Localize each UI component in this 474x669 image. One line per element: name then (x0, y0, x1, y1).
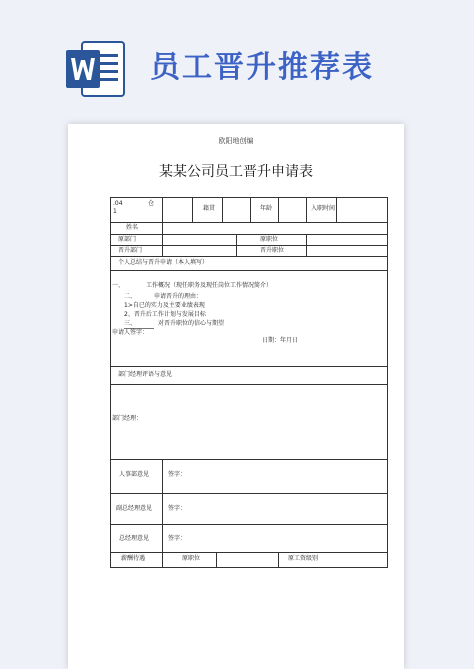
document-author: 欧阳地创编 (218, 137, 254, 145)
label-name: 姓名 (126, 224, 139, 231)
table-border-bottom (110, 567, 388, 568)
row-line (110, 493, 388, 494)
row-line (110, 256, 388, 257)
dept-manager-label: 部门经理： (112, 415, 143, 422)
column-line (162, 222, 163, 256)
label-original-dept: 原部门 (118, 236, 137, 243)
word-document-icon (66, 40, 126, 98)
row-line (110, 222, 388, 223)
document-title: 某某公司员工晋升申请表 (159, 164, 313, 180)
summary-item1: 工作概况（现任职务及现任岗位工作情况简介） (146, 282, 273, 289)
column-line (222, 197, 223, 222)
hr-signature-label: 签字： (168, 471, 187, 478)
gm-signature-label: 签字： (168, 535, 187, 542)
row-line (110, 524, 388, 525)
column-line (250, 197, 251, 222)
table-border-right (387, 197, 388, 567)
application-date: 日期：年月日 (262, 337, 299, 344)
summary-item2-number: 二、 (124, 293, 137, 300)
column-line (336, 197, 337, 222)
cell-no-left2: 1 (113, 208, 117, 215)
application-form-table (110, 197, 388, 669)
dept-review-header: 部门经理评语与意见 (118, 371, 173, 378)
summary-item2-2: 2、晋升后工作计划与发展目标 (124, 311, 206, 318)
vp-signature-label: 签字： (168, 505, 187, 512)
summary-item1-number: 一、 (112, 282, 125, 289)
document-page (68, 124, 404, 669)
column-line (162, 197, 163, 222)
label-promo-dept: 晋升部门 (118, 247, 143, 254)
salary-label: 薪酬待遇 (121, 555, 146, 562)
gm-opinion-label: 总经理意见 (119, 535, 150, 542)
summary-item3: 对晋升职位的信心与期望 (158, 320, 225, 327)
label-original-position: 原职位 (260, 236, 279, 243)
label-origin: 籍贯 (203, 205, 216, 212)
row-line (110, 270, 388, 271)
row-line (110, 245, 388, 246)
orig-salary-level-label: 原工资级别 (288, 555, 319, 562)
summary-header: 个人总结与晋升申请（本人填写） (118, 259, 209, 266)
cell-no-left: .04 (113, 200, 123, 207)
column-line (306, 197, 307, 222)
row-line (110, 384, 388, 385)
label-join-date: 入职时间 (311, 205, 336, 212)
column-line (278, 197, 279, 222)
banner-title: 员工晋升推荐表 (150, 50, 374, 85)
hr-opinion-label: 人事部意见 (119, 471, 150, 478)
table-border-top (110, 197, 388, 198)
row-line (110, 234, 388, 235)
column-line (162, 459, 163, 567)
orig-position-label: 原职位 (182, 555, 201, 562)
cell-no-right: 仓 (148, 200, 155, 207)
column-line (216, 552, 217, 567)
label-age: 年龄 (260, 205, 273, 212)
column-line (278, 552, 279, 567)
label-promo-position: 晋升职位 (260, 247, 285, 254)
summary-item3-number: 三、 (124, 320, 137, 327)
row-line (110, 366, 388, 367)
summary-item2-1: 1>自已的实力及主要业绩表现 (124, 302, 205, 309)
applicant-signature-label: 申请人签字： (112, 329, 149, 336)
row-line (110, 459, 388, 460)
column-line (236, 234, 237, 256)
column-line (306, 234, 307, 256)
row-line (110, 552, 388, 553)
vp-opinion-label: 副总经理意见 (116, 505, 153, 512)
table-border-left (110, 197, 111, 567)
banner (0, 0, 474, 110)
summary-item2: 申请晋升的理由： (154, 293, 203, 300)
column-line (192, 197, 193, 222)
